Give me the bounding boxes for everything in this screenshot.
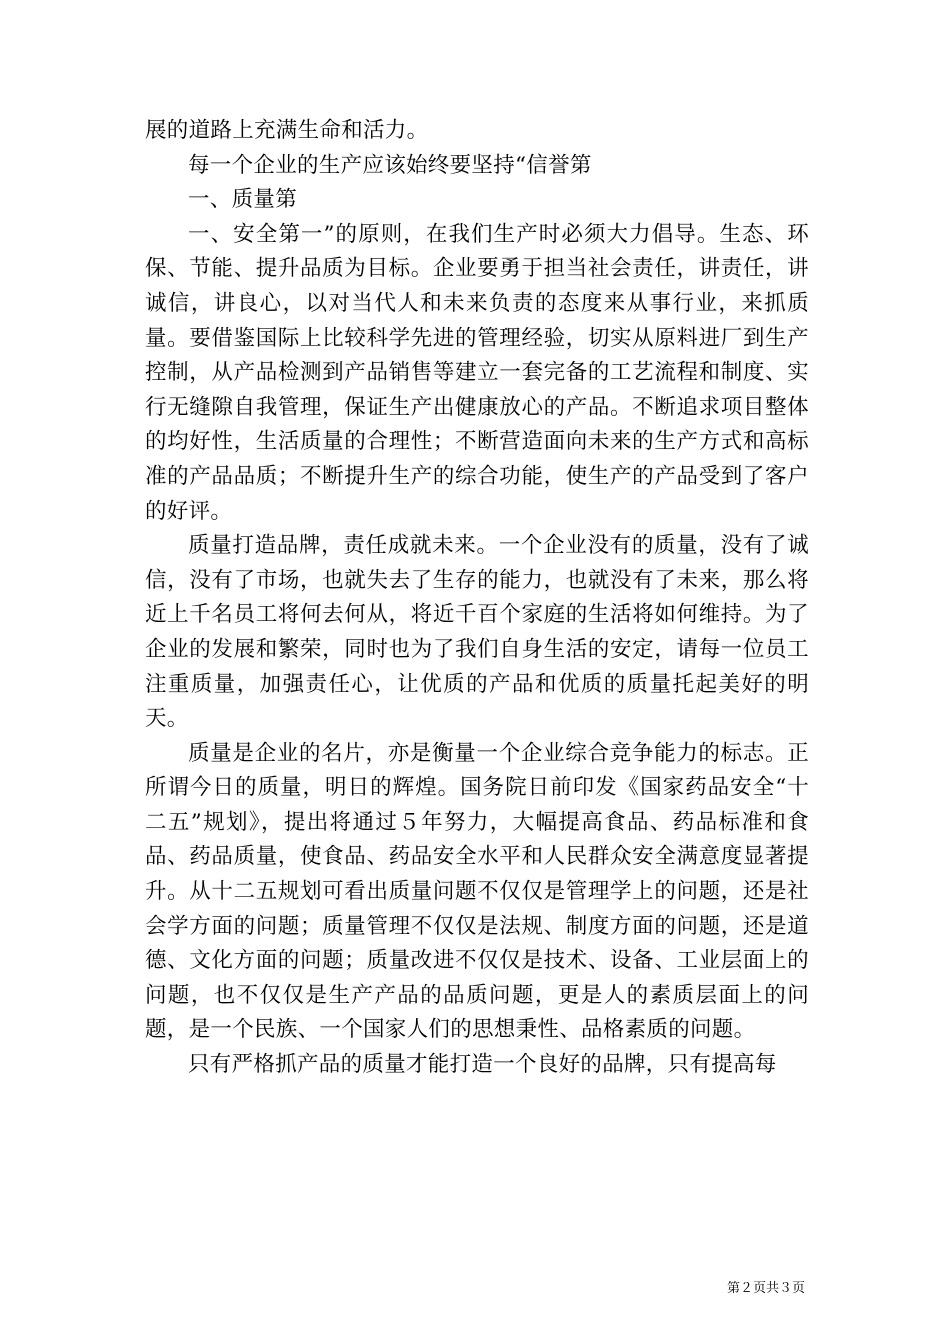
document-body (145, 114, 809, 1083)
paragraph: 只有严格抓产品的质量才能打造一个良好的品牌，只有提高每 (188, 1052, 777, 1078)
page-number-footer: 第２页共３页 (726, 1281, 805, 1296)
paragraph: 质量打造品牌，责任成就未来。一个企业没有的质量，没有了诚信，没有了市场，也就失去了生存的能力，也就没有了未来，那么将近上千名员工将何去何从，将近千百个家庭的生活将如何维持。为了企业的发展和繁荣，同时也为了我们自身生活的安定，请每一位员工注重质量，加强责任心，让优质的产品和优质的质量托起美好的明天。 (145, 533, 809, 732)
paragraph: 每一个企业的生产应该始终要坚持“信誉第 (188, 152, 592, 178)
paragraph: 质量是企业的名片，亦是衡量一个企业综合竞争能力的标志。正所谓今日的质量，明日的辉煌。国务院日前印发《国家药品安全“十二五”规划》，提出将通过５年努力，大幅提高食品、药品标准和食品、药品质量，使食品、药品安全水平和人民群众安全满意度显著提升。从十二五规划可看出质量问题不仅仅是管理学上的问题，还是社会学方面的问题；质量管理不仅仅是法规、制度方面的问题，还是道德、文化方面的问题；质量改进不仅仅是技术、设备、工业层面上的问题，也不仅仅是生产产品的品质问题，更是人的素质层面上的问题，是一个民族、一个国家人们的思想秉性、品格素质的问题。 (145, 740, 809, 1043)
paragraph: 一、质量第 (188, 187, 298, 213)
paragraph: 一、安全第一”的原则，在我们生产时必须大力倡导。生态、环保、节能、提升品质为目标。企业要勇于担当社会责任，讲责任，讲诚信，讲良心，以对当代人和未来负责的态度来从事行业，来抓质量。要借鉴国际上比较科学先进的管理经验，切实从原料进厂到生产控制，从产品检测到产品销售等建立一套完备的工艺流程和制度、实行无缝隙自我管理，保证生产出健康放心的产品。不断追求项目整体的均好性，生活质量的合理性；不断营造面向未来的生产方式和高标准的产品品质；不断提升生产的综合功能，使生产的产品受到了客户的好评。 (145, 221, 809, 524)
paragraph-continuation: 展的道路上充满生命和活力。 (145, 118, 429, 143)
